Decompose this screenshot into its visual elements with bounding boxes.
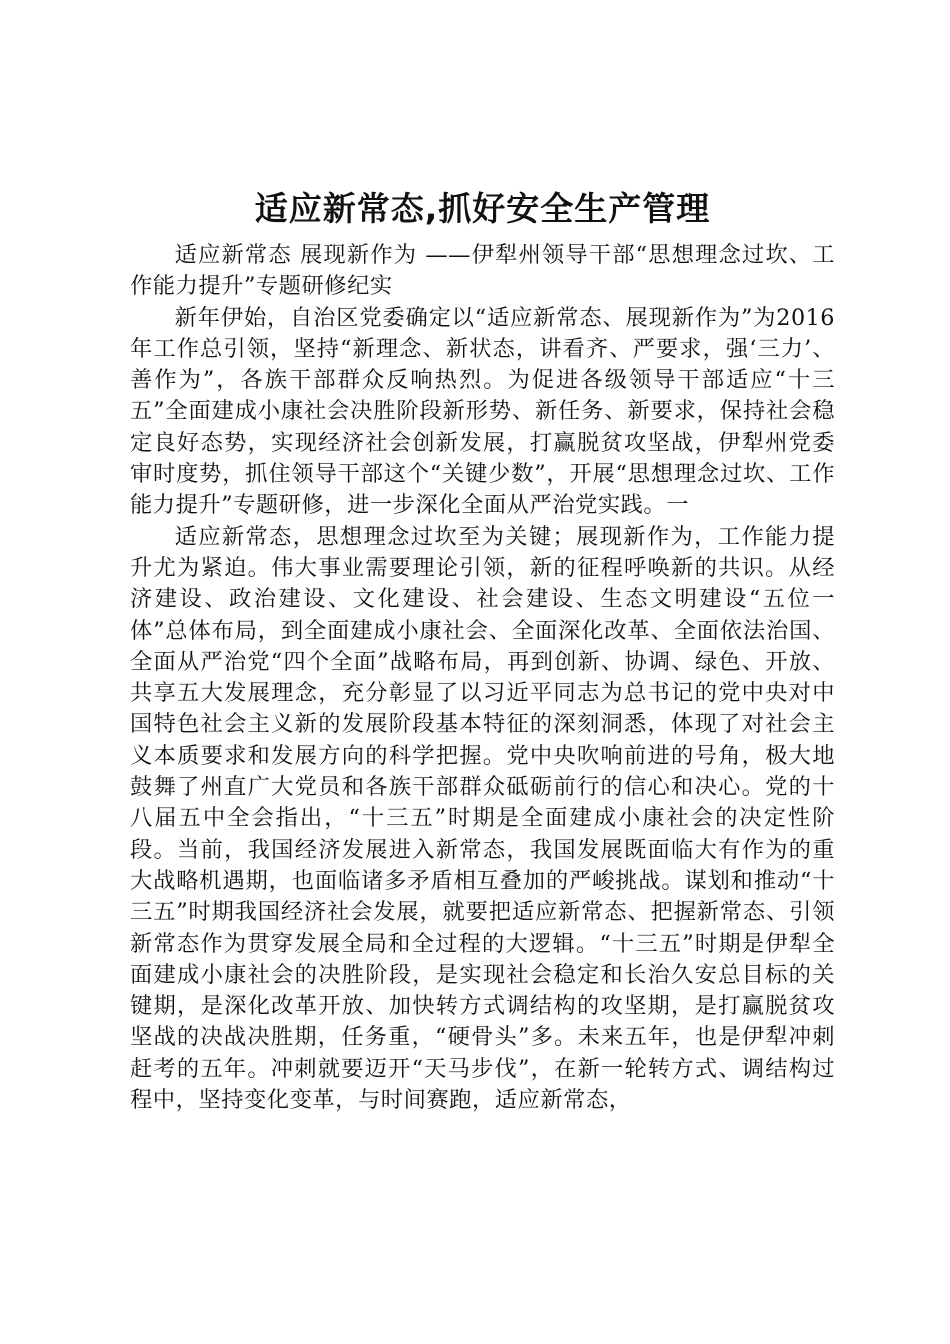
paragraph-intro: 新年伊始，自治区党委确定以“适应新常态、展现新作为”为2016年工作总引领，坚持“新理念、新状态，讲看齐、严要求，强‘三力’、善作为”，各族干部群众反响热烈。为促进各级领导干部适应“十三五”全面建成小康社会决胜阶段新形势、新任务、新要求，保持社会稳定良好态势，实现经济社会创新发展，打赢脱贫攻坚战，伊犁州党委审时度势，抓住领导干部这个“关键少数”，开展“思想理念过坎、工作能力提升”专题研修，进一步深化全面从严治党实践。一 bbox=[130, 304, 835, 519]
document-page bbox=[130, 180, 835, 1116]
paragraph-body: 适应新常态，思想理念过坎至为关键；展现新作为，工作能力提升尤为紧迫。伟大事业需要理论引领，新的征程呼唤新的共识。从经济建设、政治建设、文化建设、社会建设、生态文明建设“五位一体”总体布局，到全面建成小康社会、全面深化改革、全面依法治国、全面从严治党“四个全面”战略布局，再到创新、协调、绿色、开放、共享五大发展理念，充分彰显了以习近平同志为总书记的党中央对中国特色社会主义新的发展阶段基本特征的深刻洞悉，体现了对社会主义本质要求和发展方向的科学把握。党中央吹响前进的号角，极大地鼓舞了州直广大党员和各族干部群众砥砺前行的信心和决心。党的十八届五中全会指出，“十三五”时期是全面建成小康社会的决定性阶段。当前，我国经济发展进入新常态，我国发展既面临大有作为的重大战略机遇期，也面临诸多矛盾相互叠加的严峻挑战。谋划和推动“十三五”时期我国经济社会发展，就要把适应新常态、把握新常态、引领新常态作为贯穿发展全局和全过程的大逻辑。“十三五”时期是伊犁全面建成小康社会的决胜阶段，是实现社会稳定和长治久安总目标的关键期，是深化改革开放、加快转方式调结构的攻坚期，是打赢脱贫攻坚战的决战决胜期，任务重，“硬骨头”多。未来五年，也是伊犁冲刺赶考的五年。冲刺就要迈开“天马步伐”，在新一轮转方式、调结构过程中，坚持变化变革，与时间赛跑，适应新常态， bbox=[130, 523, 835, 1114]
document-title: 适应新常态,抓好安全生产管理 bbox=[254, 189, 711, 228]
paragraph-subtitle: 适应新常态 展现新作为 ——伊犁州领导干部“思想理念过坎、工作能力提升”专题研修纪实 bbox=[130, 242, 835, 300]
